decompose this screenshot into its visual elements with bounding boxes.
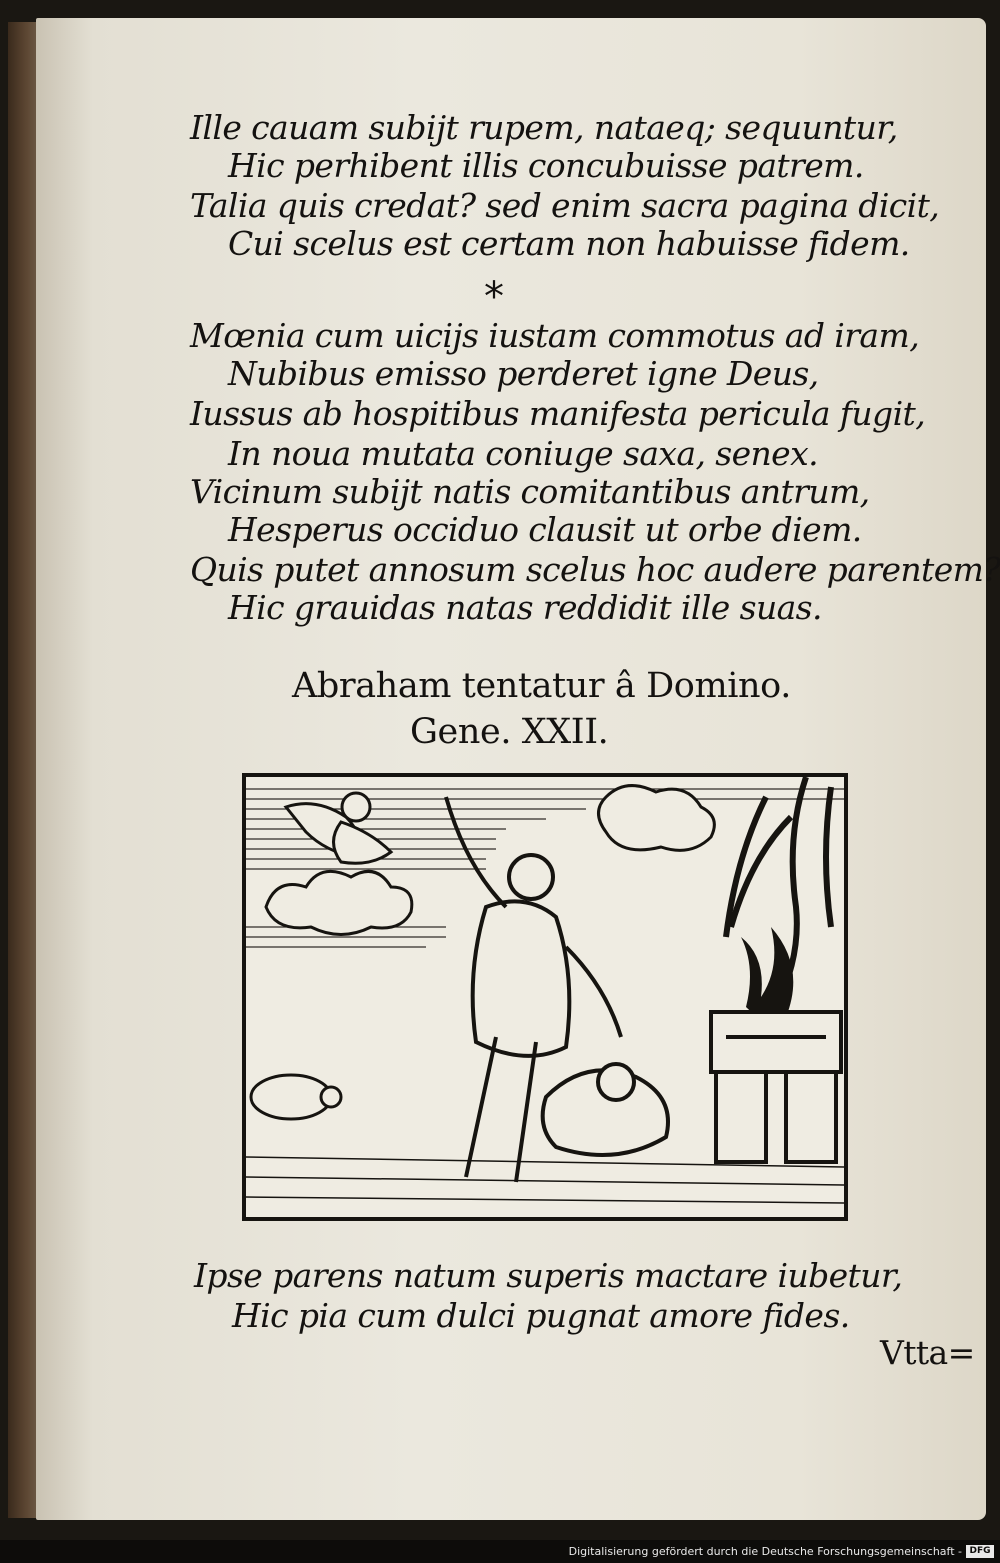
altar: [711, 1012, 841, 1162]
poem-upper-line-3: Talia quis credat? sed enim sacra pagina dicit,: [190, 186, 940, 225]
isaac-figure: [543, 1064, 668, 1155]
section-separator-asterisk: *: [484, 274, 504, 320]
section-title-line-1: Abraham tentatur â Domino.: [292, 666, 791, 706]
poem-upper-line-1: Ille cauam subijt rupem, nataeq; sequuntur,: [190, 108, 898, 147]
digitization-credit: Digitalisierung gefördert durch die Deutsche Forschungsgemeinschaft -: [568, 1545, 962, 1558]
woodcut-drawing: [246, 777, 844, 1217]
poem-middle-line-6: Hesperus occiduo clausit ut orbe diem.: [228, 510, 862, 549]
poem-middle-line-5: Vicinum subijt natis comitantibus antrum,: [190, 472, 870, 511]
dfg-logo: DFG: [966, 1545, 994, 1558]
poem-lower-line-1: Ipse parens natum superis mactare iubetur,: [194, 1256, 903, 1295]
angel-figure: [286, 793, 391, 863]
poem-middle-line-1: Mœnia cum uicijs iustam commotus ad iram,: [190, 316, 920, 355]
poem-upper-line-2: Hic perhibent illis concubuisse patrem.: [228, 146, 864, 185]
fire: [741, 927, 793, 1020]
poem-middle-line-2: Nubibus emisso perderet igne Deus,: [228, 354, 819, 393]
poem-middle-line-7: Quis putet annosum scelus hoc audere parentem?: [190, 550, 1000, 589]
poem-middle-line-3: Iussus ab hospitibus manifesta pericula fugit,: [190, 394, 926, 433]
woodcut-illustration: [242, 773, 848, 1221]
poem-upper-line-4: Cui scelus est certam non habuisse fidem.: [228, 224, 910, 263]
poem-middle-line-8: Hic grauidas natas reddidit ille suas.: [228, 588, 822, 627]
poem-middle-line-4: In noua mutata coniuge saxa, senex.: [228, 434, 818, 473]
poem-lower-line-2: Hic pia cum dulci pugnat amore fides.: [232, 1296, 850, 1335]
ram-in-thicket: [251, 1075, 341, 1119]
catchword: Vtta=: [880, 1333, 975, 1372]
section-title-line-2: Gene. XXII.: [410, 712, 609, 752]
